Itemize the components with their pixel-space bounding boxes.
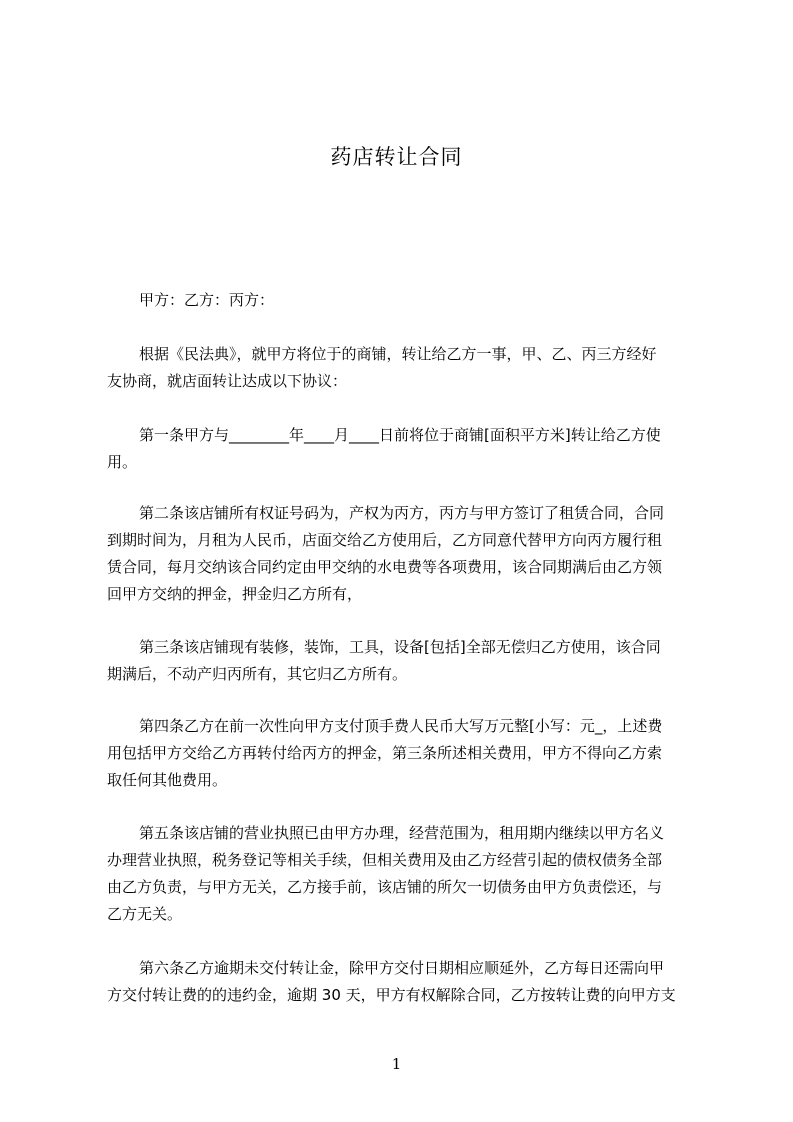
document-title: 药店转让合同 (330, 145, 463, 169)
paragraph-line: 乙方无关。 (107, 905, 183, 923)
paragraph-line: 友协商，就店面转让达成以下协议： (107, 372, 348, 390)
paragraph-article-4 (107, 713, 700, 794)
paragraph-line: 回甲方交纳的押金，押金归乙方所有， (107, 585, 363, 603)
paragraph-line: 用。 (107, 453, 138, 471)
paragraph-article-1 (107, 422, 700, 476)
paragraph-line: 到期时间为，月租为人民币，店面交给乙方使用后，乙方同意代替甲方向丙方履行租 (107, 531, 663, 549)
paragraph-article-6 (107, 955, 700, 1009)
parties-line (107, 287, 700, 314)
paragraph-line: 办理营业执照，税务登记等相关手续，但相关费用及由乙方经营引起的债权债务全部 (107, 851, 663, 869)
parties-text: 甲方：乙方：丙方： (139, 291, 275, 309)
paragraph-line: 赁合同，每月交纳该合同约定由甲交纳的水电费等各项费用，该合同期满后由乙方领 (107, 558, 663, 576)
paragraph-line: 期满后，不动产归丙所有，其它归乙方所有。 (107, 665, 408, 683)
paragraph-line: 由乙方负责，与甲方无关，乙方接手前，该店铺的所欠一切债务由甲方负责偿还，与 (107, 878, 663, 896)
paragraph-line: 第六条乙方逾期未交付转让金，除甲方交付日期相应顺延外，乙方每日还需向甲 (139, 959, 665, 977)
paragraph-article-5 (107, 820, 700, 928)
page-number: 1 (391, 1055, 402, 1073)
paragraph-line: 用包括甲方交给乙方再转付给丙方的押金，第三条所述相关费用，甲方不得向乙方索 (107, 744, 663, 762)
paragraph-article-3 (107, 634, 700, 688)
paragraph-line: 第四条乙方在前一次性向甲方支付顶手费人民币大写万元整[小写：元_，上述费 (139, 717, 663, 735)
paragraph-preamble (107, 341, 700, 395)
paragraph-line: 根据《民法典》，就甲方将位于的商铺，转让给乙方一事，甲、乙、丙三方经好 (139, 345, 657, 363)
paragraph-line: 第一条甲方与________年____月____日前将位于商铺[面积平方米]转让给乙方使 (139, 426, 661, 444)
paragraph-line: 第二条该店铺所有权证号码为，产权为丙方，丙方与甲方签订了租赁合同，合同 (139, 504, 665, 522)
paragraph-line: 第三条该店铺现有装修，装饰，工具，设备[包括]全部无偿归乙方使用，该合同 (139, 638, 661, 656)
paragraph-line: 第五条该店铺的营业执照已由甲方办理，经营范围为，租用期内继续以甲方名义 (139, 824, 665, 842)
paragraph-article-2 (107, 500, 700, 608)
paragraph-line: 方交付转让费的的违约金，逾期 30 天，甲方有权解除合同，乙方按转让费的向甲方支 (107, 986, 676, 1004)
paragraph-line: 取任何其他费用。 (107, 771, 228, 789)
